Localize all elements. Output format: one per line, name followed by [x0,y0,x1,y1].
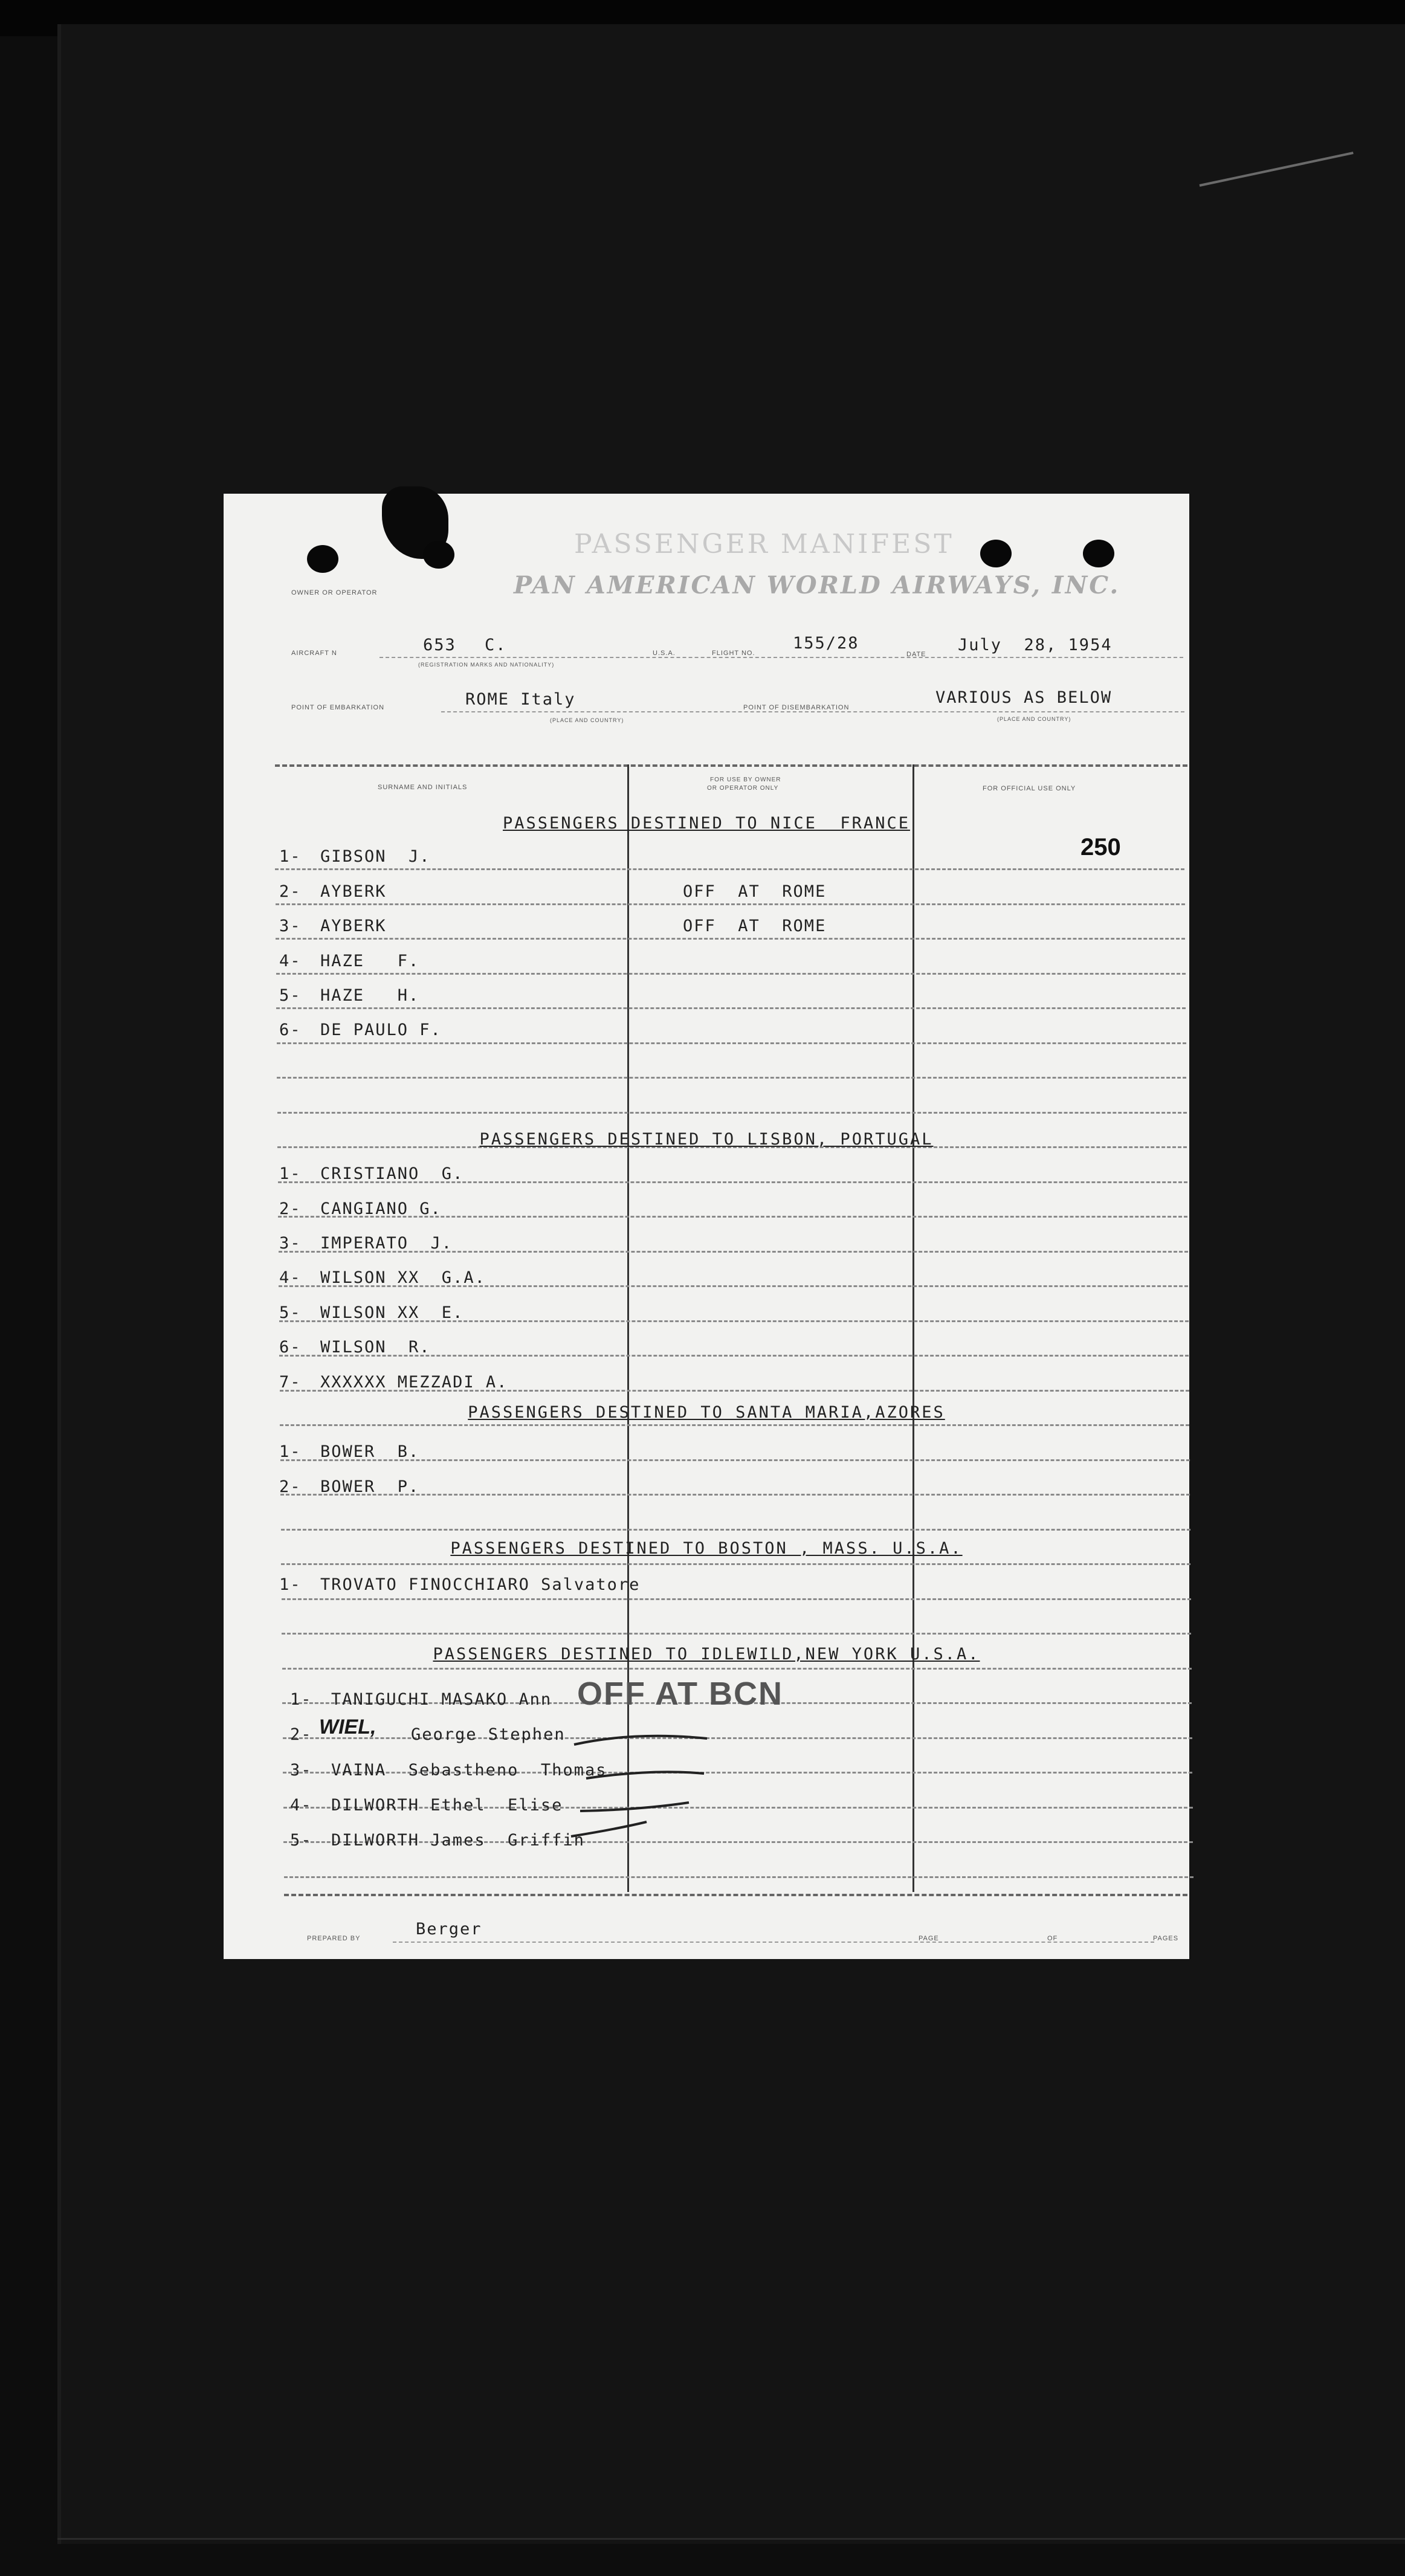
of-label: OF [1047,1935,1058,1942]
row-rule [280,1424,1189,1426]
row-rule [276,903,1185,905]
passenger-name: BOWER B. [320,1442,420,1461]
disembarkation-note: (PLACE AND COUNTRY) [997,716,1071,722]
row-rule [276,938,1185,940]
passenger-name: CRISTIANO G. [320,1164,464,1183]
row-rule [275,868,1184,870]
disembarkation-value: VARIOUS AS BELOW [935,688,1113,707]
form-title: PASSENGER MANIFEST [574,529,954,560]
passenger-name: George Stephen [411,1725,566,1744]
flight-label: FLIGHT NO. [712,650,755,657]
passenger-name: BOWER P. [320,1477,420,1496]
row-rule [281,1563,1190,1565]
passenger-number: 4- [279,1268,302,1287]
table-bottom-rule [284,1894,1187,1896]
section-heading: PASSENGERS DESTINED TO BOSTON , MASS. U.S.A. [450,1539,963,1558]
passenger-number: 3- [290,1761,312,1780]
column-header-owner: OR OPERATOR ONLY [707,785,779,792]
passenger-number: 7- [279,1373,302,1392]
passenger-name: CANGIANO G. [320,1199,442,1218]
passenger-number: 2- [279,1199,302,1218]
passenger-number: 5- [279,1303,302,1322]
passenger-name: WILSON XX G.A. [320,1268,486,1287]
row-rule [276,973,1186,975]
embarkation-note: (PLACE AND COUNTRY) [550,717,624,723]
passenger-name: AYBERK [320,917,387,935]
handwritten-surname: WIEL, [319,1716,376,1738]
passenger-name: HAZE H. [320,986,420,1005]
column-header-owner: FOR USE BY OWNER [710,776,781,783]
film-edge-line [57,2538,1405,2540]
passenger-number: 1- [279,1442,302,1461]
passenger-number: 6- [279,1338,302,1357]
page-label: PAGE [919,1935,939,1942]
table-top-rule [275,764,1187,767]
passenger-note: OFF AT ROME [683,882,827,901]
owner-label: OWNER OR OPERATOR [291,589,378,596]
column-header-name: SURNAME AND INITIALS [378,784,468,791]
passenger-number: 1- [279,1575,302,1594]
row-rule [277,1077,1186,1079]
passenger-name: IMPERATO J. [320,1234,453,1253]
embarkation-label: POINT OF EMBARKATION [291,704,385,711]
prepared-by-value: Berger [416,1920,482,1938]
column-header-official: FOR OFFICIAL USE ONLY [983,785,1076,792]
row-rule [281,1529,1190,1531]
aircraft-number: 653 [423,636,456,654]
aircraft-label: AIRCRAFT N [291,650,337,657]
embarkation-value: ROME Italy [465,690,576,709]
flight-number: 155/28 [793,634,859,653]
column-divider [912,764,914,1892]
row-rule [282,1668,1192,1670]
passenger-number: 6- [279,1021,302,1039]
passenger-number: 1- [290,1690,312,1709]
passenger-name: HAZE F. [320,952,420,970]
aircraft-suffix: C. [485,636,507,654]
row-rule [277,1112,1187,1114]
prepared-by-label: PREPARED BY [307,1935,361,1942]
handwritten-strokes [562,1720,719,1853]
passenger-number: 1- [279,1164,302,1183]
passenger-name: VAINA Sebastheno Thomas [331,1761,607,1780]
passenger-name: DILWORTH Ethel Elise [331,1796,563,1815]
passenger-note: OFF AT ROME [683,917,827,935]
passenger-number: 4- [279,952,302,970]
passenger-name: TANIGUCHI MASAKO Ann [331,1690,552,1709]
passenger-name: AYBERK [320,882,387,901]
passenger-number: 5- [279,986,302,1005]
passenger-number: 5- [290,1831,312,1850]
row-rule [276,1007,1186,1009]
header-rule [441,711,1184,712]
header-rule [380,657,1183,658]
passenger-number: 3- [279,1234,302,1253]
off-at-bcn-stamp: OFF AT BCN [577,1676,783,1712]
disembarkation-label: POINT OF DISEMBARKATION [743,704,850,711]
passenger-number: 2- [290,1725,312,1744]
passenger-name: WILSON R. [320,1338,431,1357]
usa-label: U.S.A. [653,650,676,657]
passenger-number: 1- [279,847,302,866]
row-rule [282,1598,1191,1600]
section-heading: PASSENGERS DESTINED TO LISBON, PORTUGAL [479,1130,934,1149]
footer-rule [393,1942,1154,1943]
passenger-name: WILSON XX E. [320,1303,464,1322]
passenger-name: DILWORTH James Griffin [331,1831,585,1850]
flight-date: July 28, 1954 [958,636,1113,654]
passenger-name: GIBSON J. [320,847,431,866]
date-label: DATE [906,651,926,658]
passenger-number: 4- [290,1796,312,1815]
section-heading: PASSENGERS DESTINED TO IDLEWILD,NEW YORK U.S.A. [433,1645,980,1664]
row-rule [284,1876,1193,1878]
pages-label: PAGES [1153,1935,1179,1942]
passenger-number: 3- [279,917,302,935]
passenger-number: 2- [279,1477,302,1496]
punch-hole [423,541,454,569]
section-heading: PASSENGERS DESTINED TO NICE FRANCE [503,814,910,833]
passenger-number: 2- [279,882,302,901]
passenger-name: DE PAULO F. [320,1021,442,1039]
airline-name: PAN AMERICAN WORLD AIRWAYS, INC. [514,571,1120,599]
punch-hole [980,540,1012,567]
punch-hole [1083,540,1114,567]
section-heading: PASSENGERS DESTINED TO SANTA MARIA,AZORES [468,1403,945,1422]
registration-note: (REGISTRATION MARKS AND NATIONALITY) [418,662,555,668]
punch-hole [307,545,338,573]
passenger-name: TROVATO FINOCCHIARO Salvatore [320,1575,641,1594]
row-rule [277,1042,1186,1044]
passenger-name: XXXXXX MEZZADI A. [320,1373,508,1392]
row-rule [282,1633,1191,1635]
official-number: 250 [1080,834,1121,860]
manifest-sheet [224,494,1189,1959]
